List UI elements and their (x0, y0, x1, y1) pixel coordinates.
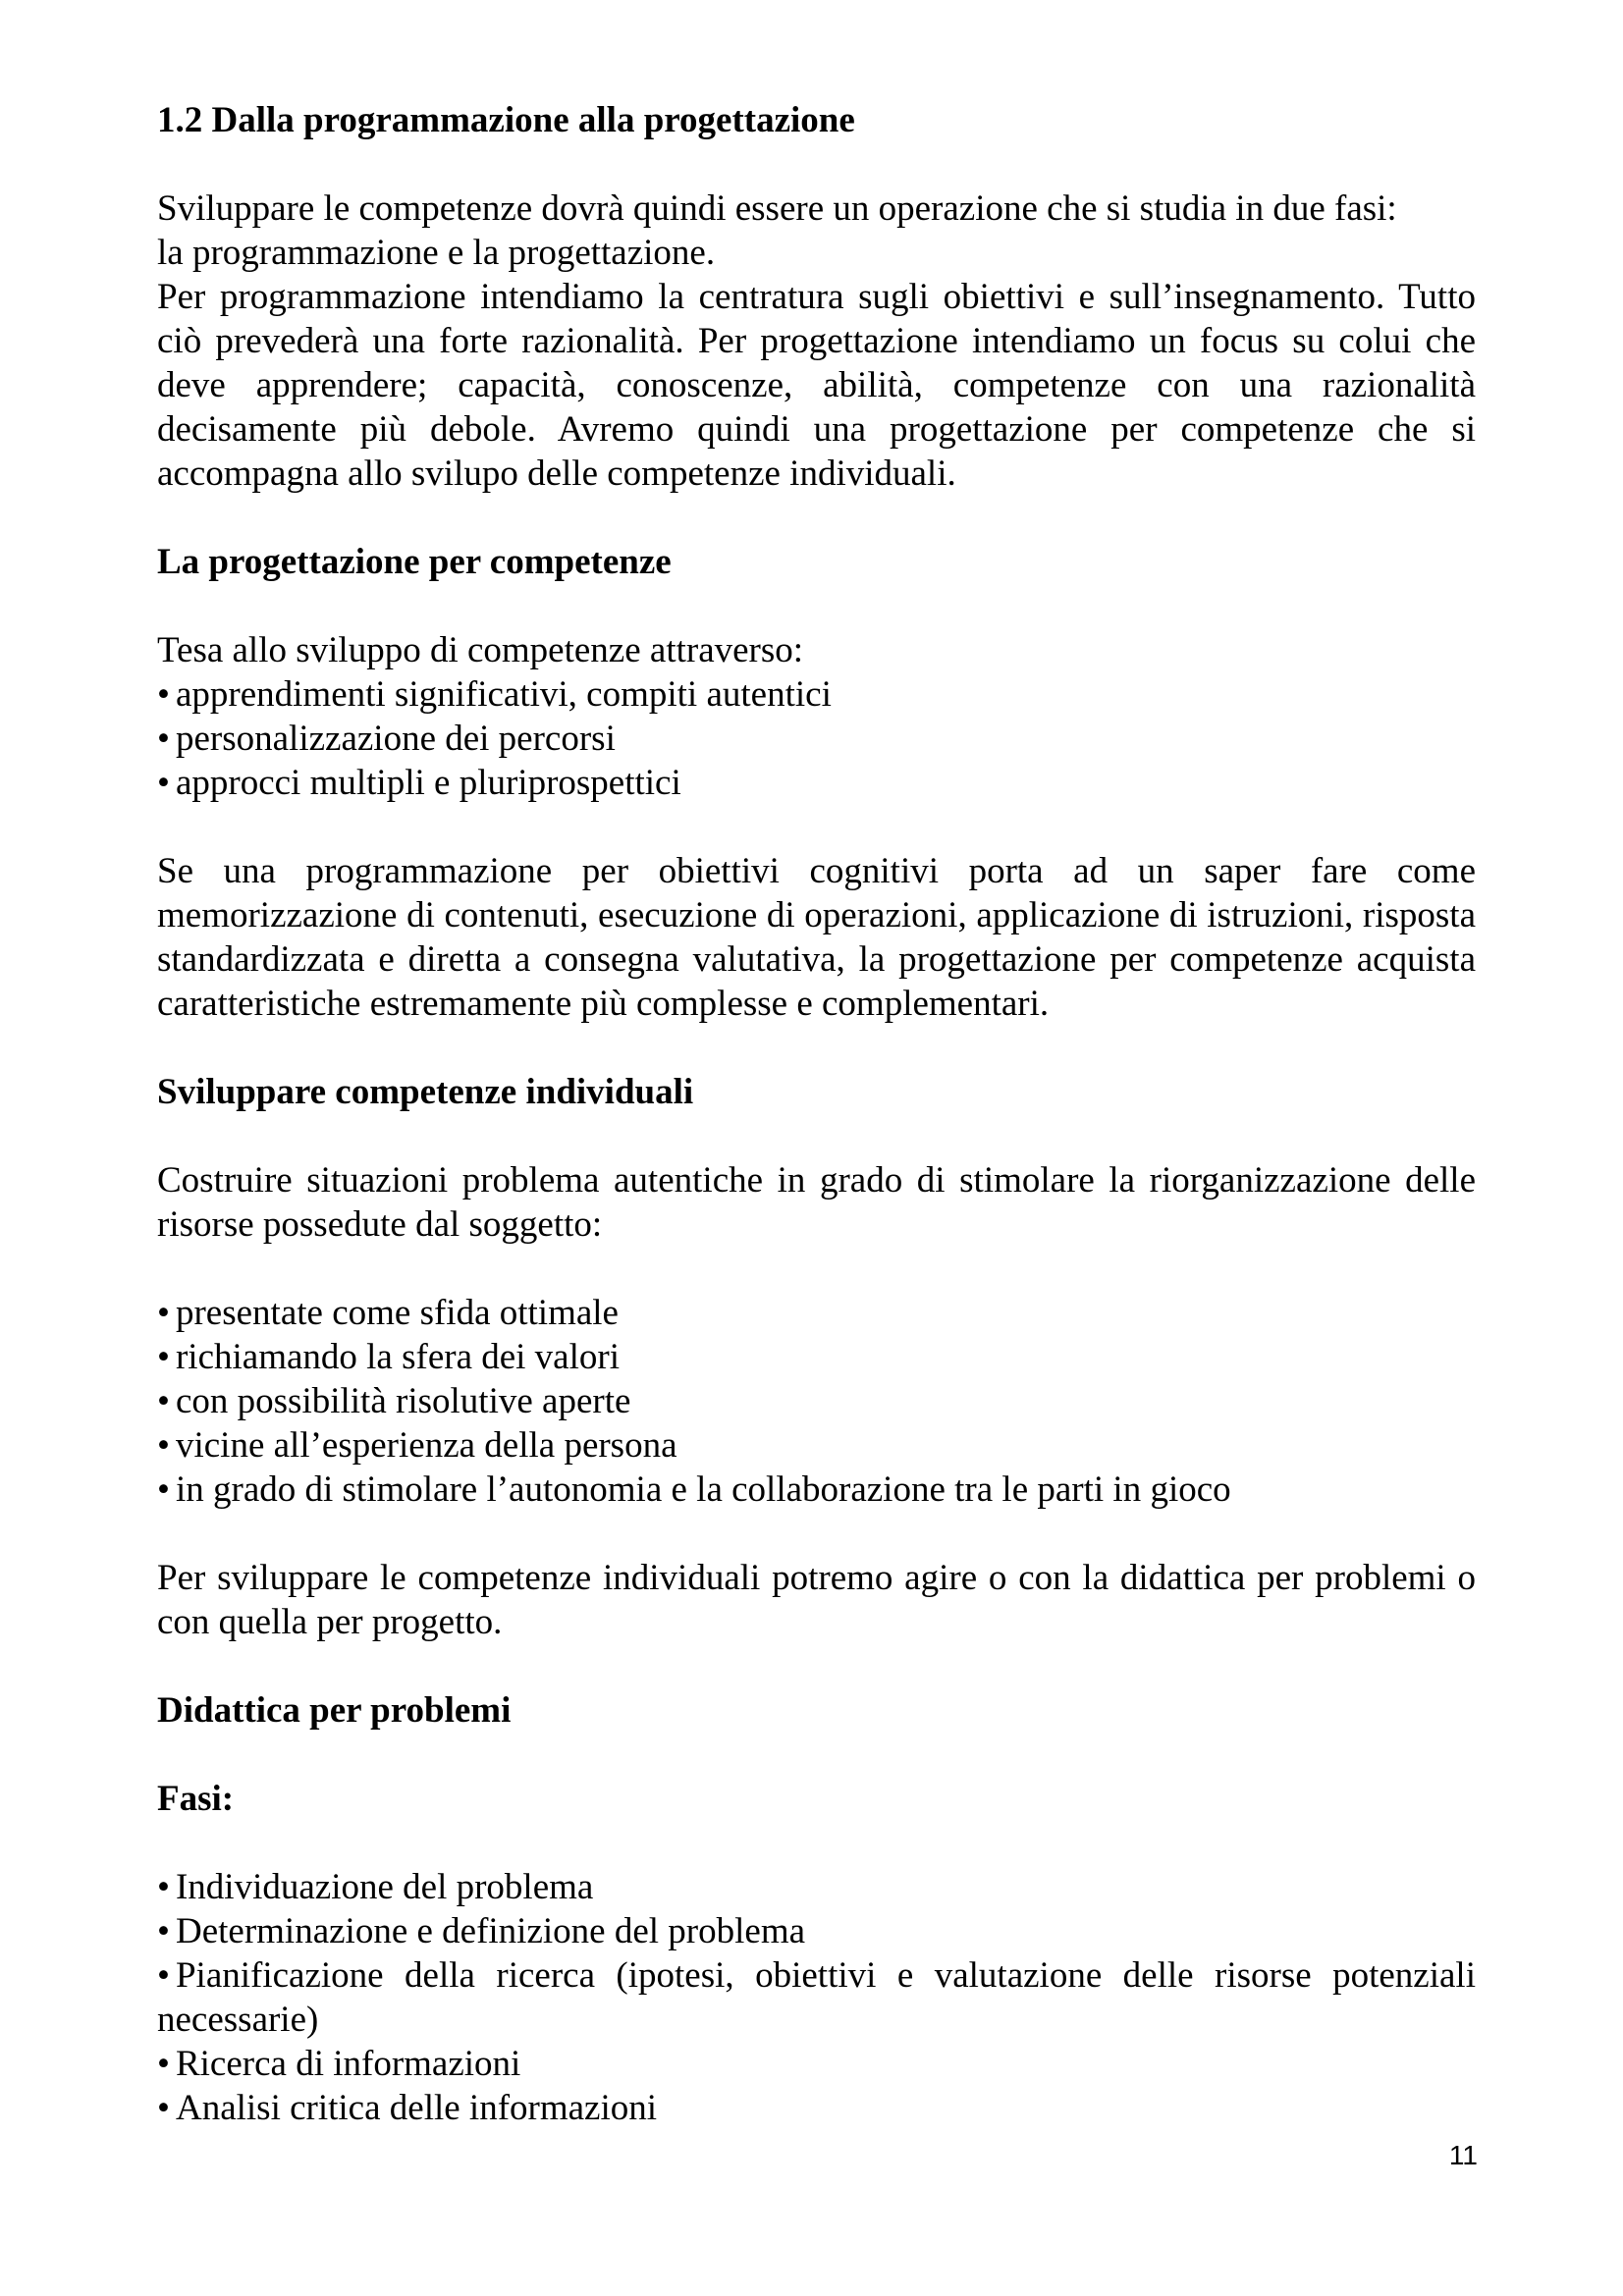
spacer (157, 1644, 1476, 1688)
list-item (157, 1335, 1476, 1379)
list-item (157, 1468, 1476, 1512)
list-item (157, 1865, 1476, 1909)
list-item (157, 761, 1476, 805)
list-item-text: richiamando la sfera dei valori (175, 1337, 620, 1377)
phases-bullet-list (157, 1865, 1476, 2130)
bullet-icon: • (157, 719, 170, 759)
spacer (157, 1733, 1476, 1777)
list-item-text: approcci multipli e pluriprospettici (175, 763, 681, 803)
bullet-icon: • (157, 1293, 170, 1333)
list-item-text: Pianificazione della ricerca (ipotesi, obiettivi e valutazione delle risorse potenziali necessarie) (157, 1955, 1476, 2040)
section-title: 1.2 Dalla programmazione alla progettazione (157, 100, 855, 140)
intro-line: la programmazione e la progettazione. (157, 233, 716, 273)
spacer (157, 1512, 1476, 1556)
bullet-icon: • (157, 1911, 170, 1951)
bullet-icon: • (157, 763, 170, 803)
spacer (157, 1114, 1476, 1158)
bullet-icon: • (157, 1469, 170, 1510)
list-item (157, 2086, 1476, 2130)
spacer (157, 584, 1476, 628)
competenze-lead: Costruire situazioni problema autentiche in grado di stimolare la riorganizzazione delle risorse possedute dal soggetto: (157, 1160, 1476, 1245)
phases-heading: Fasi: (157, 1779, 235, 1819)
bullet-icon: • (157, 1381, 170, 1421)
competenze-paragraph: Per sviluppare le competenze individuali potremo agire o con la didattica per problemi o con quella per progetto. (157, 1558, 1476, 1642)
list-item (157, 1423, 1476, 1468)
list-item (157, 717, 1476, 761)
list-item-text: Ricerca di informazioni (175, 2044, 521, 2084)
subheading-competenze-individuali: Sviluppare competenze individuali (157, 1072, 694, 1112)
intro-paragraph (157, 187, 1476, 275)
bullet-icon: • (157, 1867, 170, 1907)
spacer (157, 496, 1476, 540)
subheading-progettazione: La progettazione per competenze (157, 542, 672, 582)
list-item-text: personalizzazione dei percorsi (175, 719, 616, 759)
intro-line: Sviluppare le competenze dovrà quindi essere un operazione che si studia in due fasi: (157, 188, 1397, 229)
list-item-text: apprendimenti significativi, compiti autentici (175, 674, 832, 715)
bullet-icon: • (157, 1337, 170, 1377)
list-item-text: presentate come sfida ottimale (175, 1293, 619, 1333)
list-item (157, 672, 1476, 717)
page-content (157, 98, 1476, 2130)
spacer (157, 805, 1476, 849)
bullet-icon: • (157, 1425, 170, 1466)
list-item-text: in grado di stimolare l’autonomia e la collaborazione tra le parti in gioco (175, 1469, 1231, 1510)
list-item (157, 1379, 1476, 1423)
list-item-text: Individuazione del problema (175, 1867, 594, 1907)
bullet-icon: • (157, 2088, 170, 2128)
list-item-text: vicine all’esperienza della persona (175, 1425, 677, 1466)
page-number: 11 (1448, 2140, 1478, 2170)
list-item-text: Analisi critica delle informazioni (175, 2088, 658, 2128)
spacer (157, 1821, 1476, 1865)
list-item (157, 1953, 1476, 2042)
list-item (157, 2042, 1476, 2086)
progettazione-lead: Tesa allo sviluppo di competenze attraverso: (157, 630, 804, 670)
spacer (157, 142, 1476, 187)
spacer (157, 1247, 1476, 1291)
competenze-bullet-list (157, 1291, 1476, 1512)
bullet-icon: • (157, 674, 170, 715)
list-item (157, 1909, 1476, 1953)
spacer (157, 1026, 1476, 1070)
bullet-icon: • (157, 2044, 170, 2084)
progettazione-bullet-list (157, 672, 1476, 805)
list-item-text: Determinazione e definizione del problema (175, 1911, 806, 1951)
list-item (157, 1291, 1476, 1335)
definition-paragraph: Per programmazione intendiamo la centratura sugli obiettivi e sull’insegnamento. Tutto ciò prevederà una forte razionalità. Per progettazione intendiamo un focus su colui che deve apprendere; capacità, conoscenze, abilità, competenze con una razionalità decisamente più debole. Avremo quindi una progettazione per competenze che si accompagna allo svilupo delle competenze individuali. (157, 277, 1476, 494)
bullet-icon: • (157, 1955, 170, 1996)
subheading-didattica-problemi: Didattica per problemi (157, 1690, 512, 1731)
list-item-text: con possibilità risolutive aperte (175, 1381, 631, 1421)
progettazione-paragraph: Se una programmazione per obiettivi cognitivi porta ad un saper fare come memorizzazione di contenuti, esecuzione di operazioni, applicazione di istruzioni, risposta standardizzata e diretta a consegna valutativa, la progettazione per competenze acquista caratteristiche estremamente più complesse e complementari. (157, 851, 1476, 1024)
